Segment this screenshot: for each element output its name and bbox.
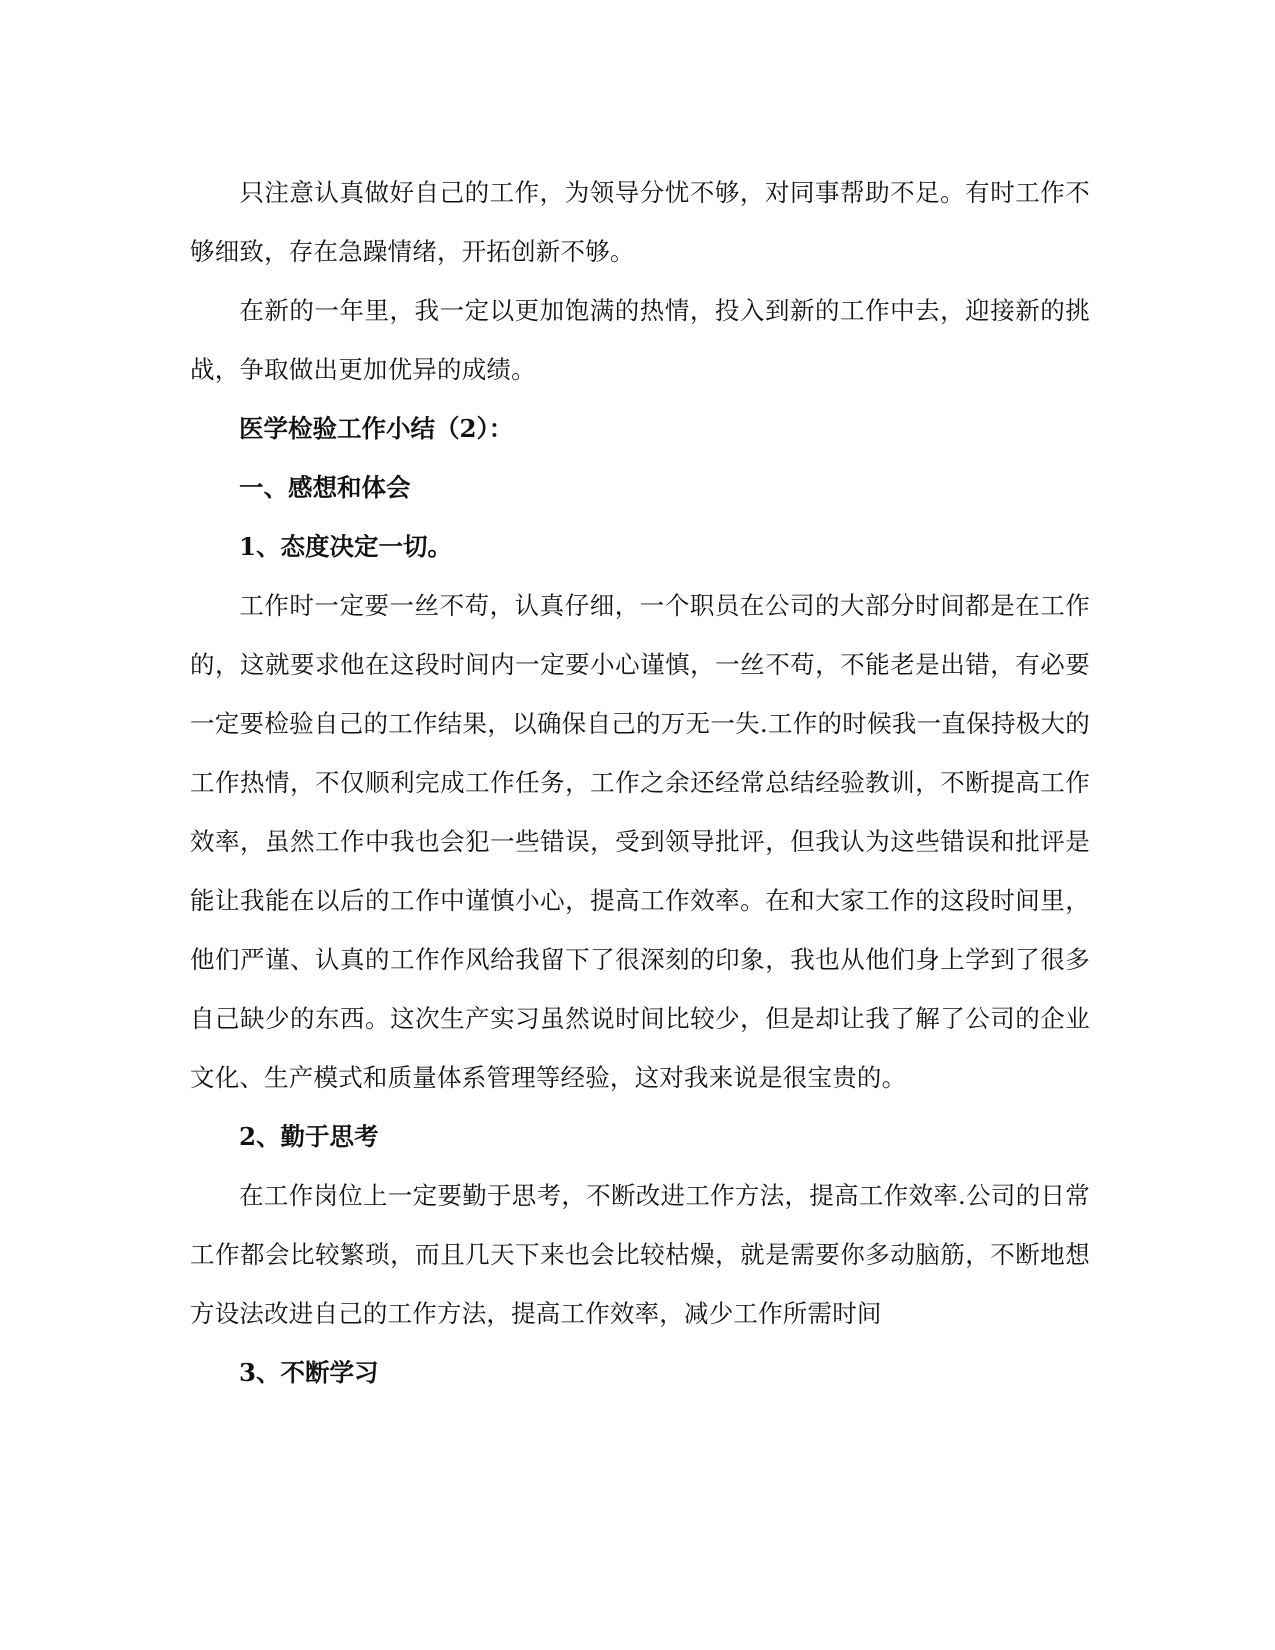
paragraph-new-year-goal xyxy=(190,281,1090,399)
heading-thinking: 2、勤于思考 xyxy=(239,1122,379,1151)
section-title: 医学检验工作小结（2）： xyxy=(239,414,514,443)
heading-level-1: 一、感想和体会 xyxy=(239,473,411,502)
document-body xyxy=(190,163,1090,1402)
paragraph-thinking xyxy=(190,1166,1090,1343)
heading-learning: 3、不断学习 xyxy=(239,1358,379,1387)
paragraph-text: 在工作岗位上一定要勤于思考，不断改进工作方法，提高工作效率.公司的日常工作都会比较繁琐，而且几天下来也会比较枯燥，就是需要你多动脑筋，不断地想方设法改进自己的工作方法，提高工作效率，减少工作所需时间 xyxy=(190,1181,1090,1328)
heading-attitude: 1、态度决定一切。 xyxy=(239,532,453,561)
paragraph-text: 工作时一定要一丝不苟，认真仔细，一个职员在公司的大部分时间都是在工作的，这就要求他在这段时间内一定要小心谨慎，一丝不苟，不能老是出错，有必要一定要检验自己的工作结果，以确保自己的万无一失.工作的时候我一直保持极大的工作热情，不仅顺利完成工作任务，工作之余还经常总结经验教训，不断提高工作效率，虽然工作中我也会犯一些错误，受到领导批评，但我认为这些错误和批评是能让我能在以后的工作中谨慎小心，提高工作效率。在和大家工作的这段时间里，他们严谨、认真的工作作风给我留下了很深刻的印象，我也从他们身上学到了很多自己缺少的东西。这次生产实习虽然说时间比较少，但是却让我了解了公司的企业文化、生产模式和质量体系管理等经验，这对我来说是很宝贵的。 xyxy=(190,591,1090,1092)
paragraph-text: 只注意认真做好自己的工作，为领导分忧不够，对同事帮助不足。有时工作不够细致，存在急躁情绪，开拓创新不够。 xyxy=(190,178,1090,266)
paragraph-text: 在新的一年里，我一定以更加饱满的热情，投入到新的工作中去，迎接新的挑战，争取做出更加优异的成绩。 xyxy=(190,296,1090,384)
paragraph-self-assessment xyxy=(190,163,1090,281)
paragraph-attitude xyxy=(190,576,1090,1107)
